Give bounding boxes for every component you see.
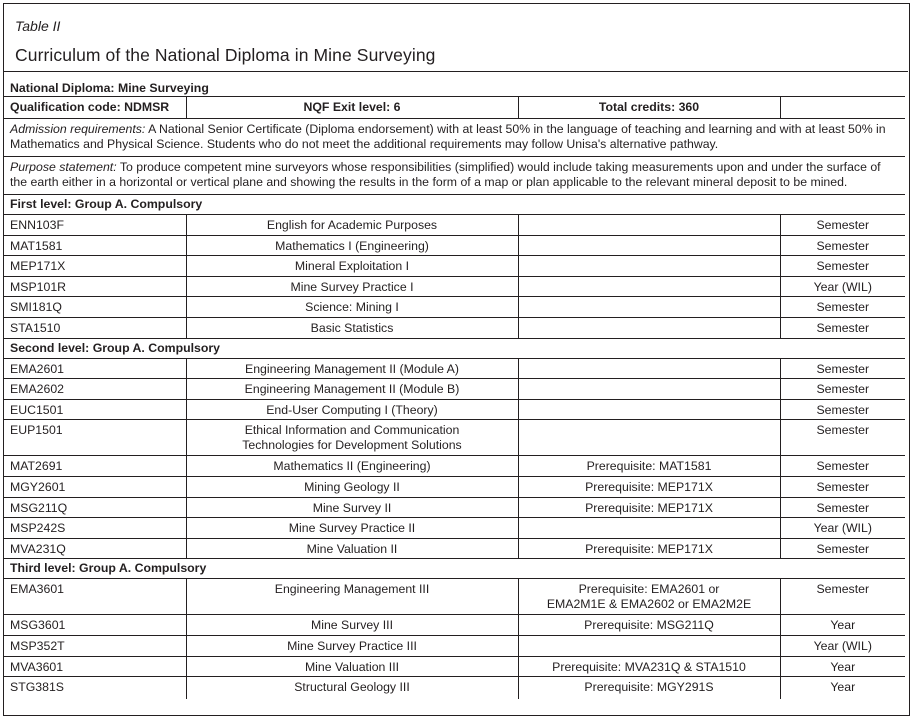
course-name: Engineering Management III xyxy=(186,579,518,615)
table-row xyxy=(4,456,905,477)
course-prerequisite xyxy=(518,317,780,338)
course-duration: Semester xyxy=(780,538,905,559)
course-code: MSP242S xyxy=(4,518,186,539)
course-prerequisite: Prerequisite: MSG211Q xyxy=(518,615,780,636)
course-name: Engineering Management II (Module A) xyxy=(186,358,518,379)
course-name: Mining Geology II xyxy=(186,476,518,497)
course-code: MVA231Q xyxy=(4,538,186,559)
table-row xyxy=(4,420,905,456)
course-code: MAT1581 xyxy=(4,235,186,256)
course-code: MEP171X xyxy=(4,256,186,277)
course-duration: Semester xyxy=(780,297,905,318)
course-code: MAT2691 xyxy=(4,456,186,477)
table-row xyxy=(4,235,905,256)
admission-requirements xyxy=(4,119,905,157)
course-name: Science: Mining I xyxy=(186,297,518,318)
table-title: Curriculum of the National Diploma in Mine Surveying xyxy=(15,45,436,65)
course-prerequisite xyxy=(518,235,780,256)
course-prerequisite xyxy=(518,579,780,615)
table-row xyxy=(4,579,905,615)
course-name: Mine Survey Practice I xyxy=(186,276,518,297)
course-code: SMI181Q xyxy=(4,297,186,318)
purpose-statement-row xyxy=(4,157,905,195)
level-heading: Third level: Group A. Compulsory xyxy=(4,559,905,579)
table-row xyxy=(4,379,905,400)
table-row xyxy=(4,497,905,518)
course-prerequisite xyxy=(518,358,780,379)
course-prerequisite xyxy=(518,256,780,277)
course-duration: Semester xyxy=(780,579,905,615)
course-name: Basic Statistics xyxy=(186,317,518,338)
course-code: EMA3601 xyxy=(4,579,186,615)
purpose-label: Purpose statement: xyxy=(10,160,117,174)
course-duration: Year xyxy=(780,677,905,699)
course-name: Mine Survey Practice III xyxy=(186,635,518,656)
admission-requirements-row xyxy=(4,119,905,157)
course-name: Mathematics II (Engineering) xyxy=(186,456,518,477)
course-name: Mineral Exploitation I xyxy=(186,256,518,277)
course-prerequisite: Prerequisite: MEP171X xyxy=(518,538,780,559)
course-code: MGY2601 xyxy=(4,476,186,497)
table-row xyxy=(4,317,905,338)
course-name-line1: Ethical Information and Communication xyxy=(244,423,460,438)
course-duration: Semester xyxy=(780,317,905,338)
table-row xyxy=(4,276,905,297)
course-name: English for Academic Purposes xyxy=(186,215,518,236)
course-duration: Semester xyxy=(780,456,905,477)
curriculum-table xyxy=(4,79,905,699)
level-heading-row xyxy=(4,559,905,579)
admission-text: A National Senior Certificate (Diploma endorsement) with at least 50% in the language of teaching and learning and with at least 50% in Mathematics and Physical Science. Students who do not meet the additional requirements may follow Unisa's alternative pathway. xyxy=(10,122,886,151)
course-code: EMA2602 xyxy=(4,379,186,400)
course-duration: Semester xyxy=(780,497,905,518)
course-prerequisite xyxy=(518,215,780,236)
course-prerequisite xyxy=(518,420,780,456)
course-duration: Semester xyxy=(780,476,905,497)
course-name: Engineering Management II (Module B) xyxy=(186,379,518,400)
course-name: Mathematics I (Engineering) xyxy=(186,235,518,256)
course-prerequisite-line1: Prerequisite: EMA2601 or xyxy=(578,582,720,597)
qualification-name-row xyxy=(4,79,905,97)
qualification-name: National Diploma: Mine Surveying xyxy=(4,79,905,97)
table-row xyxy=(4,635,905,656)
course-code: MSP101R xyxy=(4,276,186,297)
course-prerequisite xyxy=(518,399,780,420)
table-row xyxy=(4,538,905,559)
course-code: ENN103F xyxy=(4,215,186,236)
course-name: Mine Survey Practice II xyxy=(186,518,518,539)
course-name: Structural Geology III xyxy=(186,677,518,699)
course-prerequisite-line2: EMA2M1E & EMA2602 or EMA2M2E xyxy=(546,597,752,612)
total-credits: Total credits: 360 xyxy=(518,97,780,119)
empty-cell xyxy=(780,97,905,119)
title-divider xyxy=(4,71,908,72)
course-prerequisite: Prerequisite: MEP171X xyxy=(518,497,780,518)
course-prerequisite: Prerequisite: MEP171X xyxy=(518,476,780,497)
course-code: STG381S xyxy=(4,677,186,699)
course-duration: Semester xyxy=(780,358,905,379)
course-name: Mine Survey II xyxy=(186,497,518,518)
course-duration: Year (WIL) xyxy=(780,518,905,539)
table-row xyxy=(4,518,905,539)
table-row xyxy=(4,297,905,318)
qualification-info-row xyxy=(4,97,905,119)
table-row xyxy=(4,615,905,636)
course-prerequisite xyxy=(518,518,780,539)
course-prerequisite: Prerequisite: MVA231Q & STA1510 xyxy=(518,656,780,677)
course-duration: Semester xyxy=(780,215,905,236)
table-row xyxy=(4,476,905,497)
course-name: Mine Valuation III xyxy=(186,656,518,677)
table-row xyxy=(4,677,905,699)
course-code: MSP352T xyxy=(4,635,186,656)
purpose-text: To produce competent mine surveyors whose responsibilities (simplified) would include taking measurements upon and under the surface of the earth either in a horizontal or vertical plane and showing the results in the form of a map or plan applicable to the relevant mineral deposit to be mined. xyxy=(10,160,881,189)
course-prerequisite xyxy=(518,635,780,656)
course-name: Mine Survey III xyxy=(186,615,518,636)
course-duration: Semester xyxy=(780,235,905,256)
course-name: End-User Computing I (Theory) xyxy=(186,399,518,420)
course-code: MVA3601 xyxy=(4,656,186,677)
course-code: MSG211Q xyxy=(4,497,186,518)
course-prerequisite xyxy=(518,276,780,297)
purpose-statement xyxy=(4,157,905,195)
course-prerequisite xyxy=(518,379,780,400)
level-heading: First level: Group A. Compulsory xyxy=(4,195,905,215)
table-row xyxy=(4,399,905,420)
course-duration: Year (WIL) xyxy=(780,276,905,297)
course-prerequisite xyxy=(518,297,780,318)
level-heading: Second level: Group A. Compulsory xyxy=(4,338,905,358)
table-row xyxy=(4,256,905,277)
qualification-code: Qualification code: NDMSR xyxy=(4,97,186,119)
admission-label: Admission requirements: xyxy=(10,122,146,136)
course-duration: Semester xyxy=(780,256,905,277)
course-code: EUC1501 xyxy=(4,399,186,420)
course-code: MSG3601 xyxy=(4,615,186,636)
course-duration: Year xyxy=(780,615,905,636)
course-duration: Semester xyxy=(780,420,905,456)
course-duration: Semester xyxy=(780,379,905,400)
table-row xyxy=(4,358,905,379)
course-name xyxy=(186,420,518,456)
nqf-exit-level: NQF Exit level: 6 xyxy=(186,97,518,119)
course-duration: Semester xyxy=(780,399,905,420)
course-name-line2: Technologies for Development Solutions xyxy=(242,438,462,453)
course-duration: Year xyxy=(780,656,905,677)
table-label: Table II xyxy=(15,18,61,34)
course-name: Mine Valuation II xyxy=(186,538,518,559)
level-heading-row xyxy=(4,338,905,358)
course-code: STA1510 xyxy=(4,317,186,338)
course-duration: Year (WIL) xyxy=(780,635,905,656)
course-prerequisite: Prerequisite: MGY291S xyxy=(518,677,780,699)
level-heading-row xyxy=(4,195,905,215)
course-prerequisite: Prerequisite: MAT1581 xyxy=(518,456,780,477)
table-row xyxy=(4,215,905,236)
course-code: EMA2601 xyxy=(4,358,186,379)
table-row xyxy=(4,656,905,677)
course-code: EUP1501 xyxy=(4,420,186,456)
